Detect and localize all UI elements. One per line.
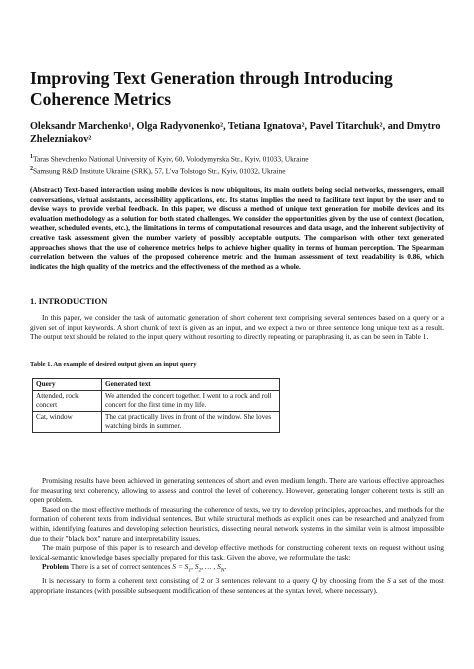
table-caption: Table 1. An example of desired output given an input query [30,361,197,368]
affiliation-marker: 2 [30,166,33,173]
intro-block [30,313,444,342]
table-cell-query: Cat, window [33,412,102,433]
problem-formula: $S = S_1$, $S_2$, … , $S_N$ [172,562,225,574]
affiliation-text: Taras Shevchenko National University of Kyiv, 60, Volodymyrska Str., Kyiv, 01033, Ukraine [33,154,309,164]
table-cell-query: Attended, rock concert [33,391,102,412]
table-row [33,391,280,412]
body-paragraph: The main purpose of this paper is to research and develop effective methods for constructing coherent texts on request without using lexical-semantic knowledge bases specially prepared for this task. Given the above, we reformulate the task: [30,543,444,562]
paper-title: Improving Text Generation through Introducing Coherence Metrics [30,68,393,109]
author-list: Oleksandr Marchenko¹, Olga Radyvonenko², Tetiana Ignatova², Pavel Titarchuk², and Dmytro Zhelezniakov² [30,121,441,145]
table-cell-generated: The cat practically lives in front of the window. She loves watching birds in summer. [102,412,280,433]
problem-statement: Problem There is a set of correct sentences $S = S_1$, $S_2$, … , $S_N$. [42,562,227,574]
affiliation-text: Samsung R&D Institute Ukraine (SRK), 57, L'va Tolstogo Str., Kyiv, 01032, Ukraine [33,166,286,176]
body-block [30,476,444,596]
affiliations [30,152,444,177]
table-header-query: Query [33,379,102,391]
table-header-generated: Generated text [102,379,280,391]
problem-text: There is a set of correct sentences [70,562,171,572]
section-heading-introduction: 1. INTRODUCTION [30,296,108,306]
affiliation-1 [30,152,444,164]
body-paragraph: Promising results have been achieved in generating sentences of short and even medium length. There are various effective approaches for measuring text coherency, allowing to assess and control the level of coherency. However, generating longer coherent texts is still an open problem. [30,476,444,505]
table-header-row [33,379,280,391]
affiliation-marker: 1 [30,154,33,160]
example-table [32,378,280,433]
body-paragraph: Based on the most effective methods of measuring the coherence of texts, we try to develop principles, approaches, and methods for the formation of coherent texts from individual sentences. But while structural methods as explicit ones can be researched and analyzed from within, identifying features and developing selection heuristics, dissecting neural network systems in the similar vein is almost impossible due to their "black box" nature and interpretability issues. [30,504,444,543]
body-paragraph-last: It is necessary to form a coherent text consisting of 2 or 3 sentences relevant to a query Q by choosing from the S a set of the most appropriate instances (with possible subsequent modification of these sentences at the syntax level, where necessary). [30,576,444,595]
table-cell-generated: We attended the concert together. I went to a rock and roll concert for the first time in my life. [102,391,280,412]
abstract: (Abstract) Text-based interaction using mobile devices is now ubiquitous, its main outlets being social networks, messengers, email conversations, virtual assistants, accessibility applications, etc. Its status implies the need to facilitate text input by the user and to devise ways to provide verbal feedback. In this paper, we discuss a method of unique text generation for mobile devices and its evaluation methodology as a solution for both stated challenges. We consider the opportunities given by the use of context (location, weather, scheduled events, etc.), the limitations in terms of computational resources and data usage, and the inherent subjectivity of creative task assessment given the number variety of possibly acceptable outputs. The comparison with other text generated approaches shows that the use of coherence metrics helps to achieve higher quality in terms of human perception. The Spearman correlation between the values of the proposed coherence metric and the human assessment of text readability is 0.86, which indicates the high quality of the metrics and the effectiveness of the method as a whole. [30,185,444,271]
problem-label: Problem [42,562,69,572]
affiliation-2 [30,164,444,176]
table-row [33,412,280,433]
intro-paragraph: In this paper, we consider the task of automatic generation of short coherent text comprising several sentences based on a query or a given set of input keywords. A short chunk of text is given as an input, and we expect a two or three sentence long unique text as a result. The output text should be related to the input query without resorting to directly repeating or paraphrasing it, as can be seen in Table 1. [30,313,444,342]
